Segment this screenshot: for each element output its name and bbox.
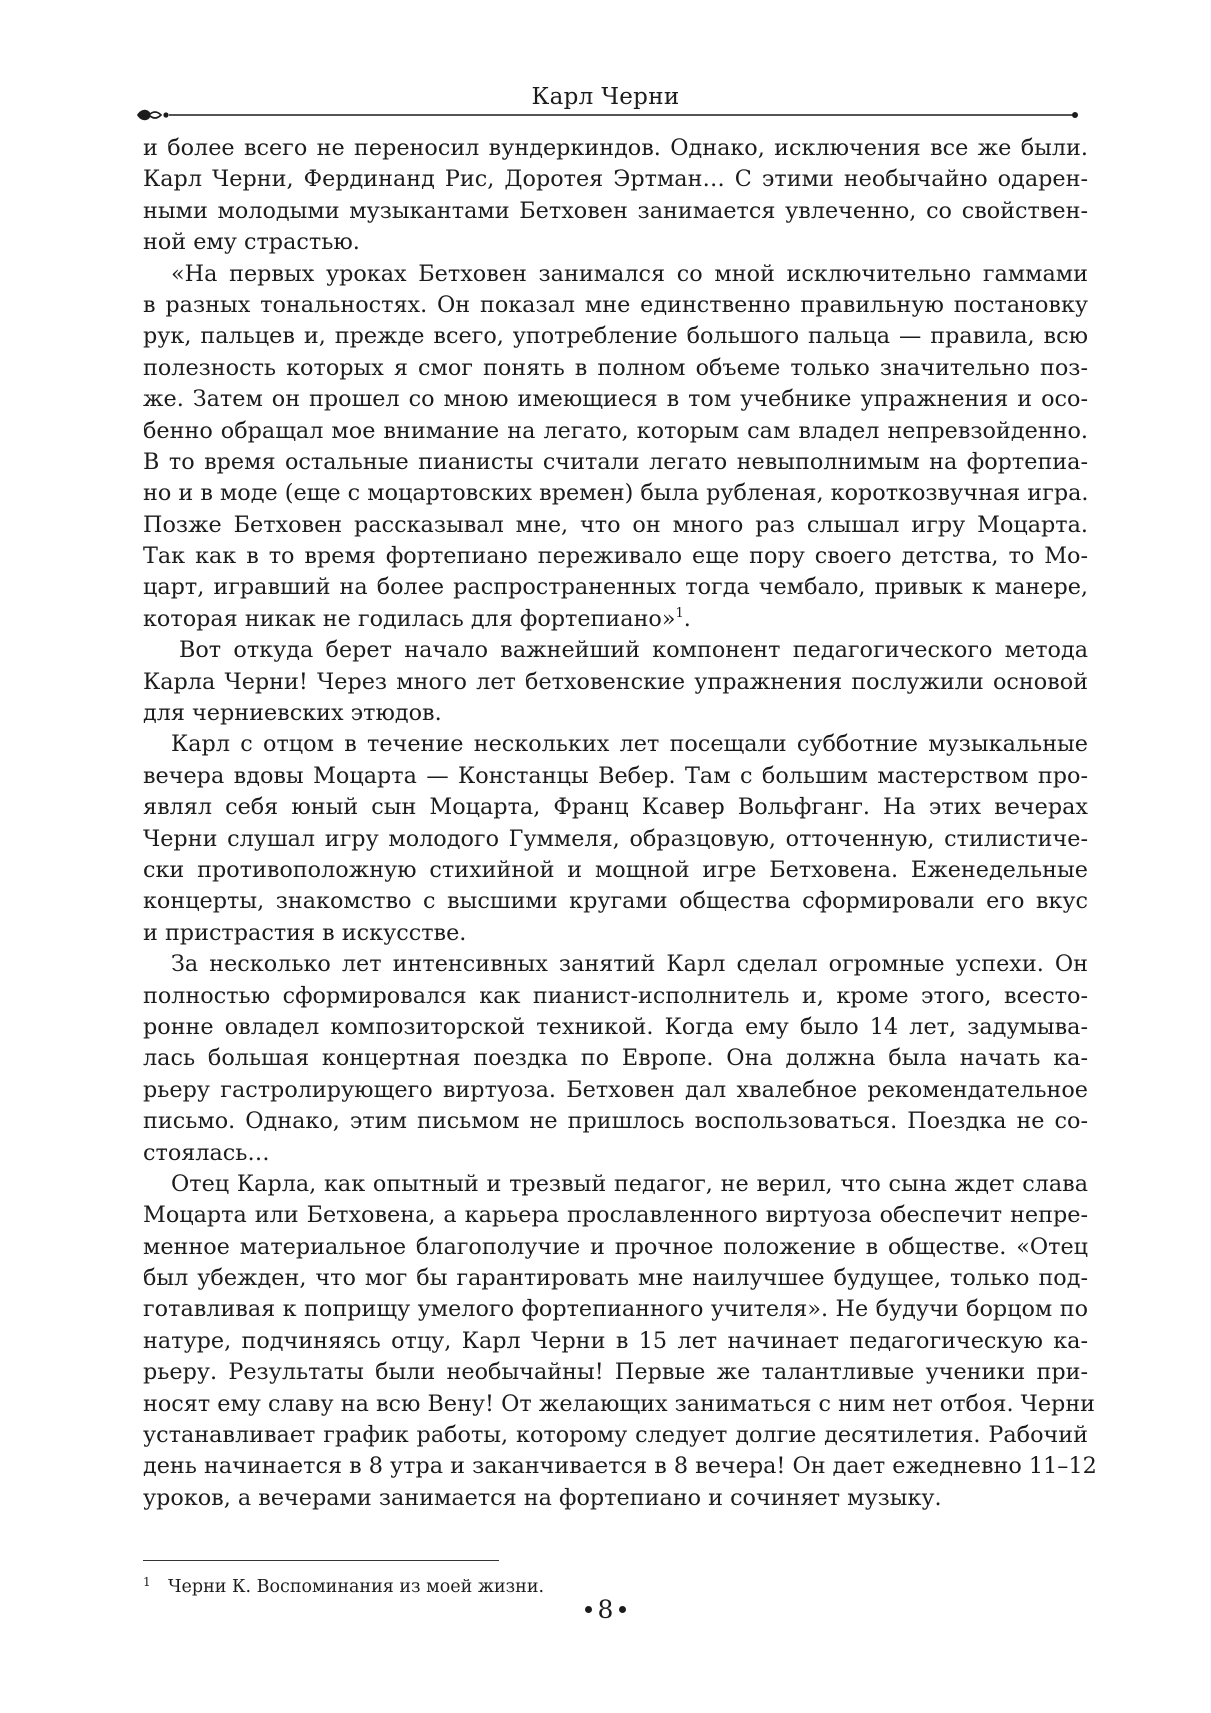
- folio-dot-right: [619, 1606, 626, 1613]
- text-line: Моцарта или Бетховена, а карьера прославленного виртуоза обеспечит непре-: [143, 1202, 1088, 1229]
- text-line: но и в моде (еще с моцартовских времен) была рубленая, короткозвучная игра.: [143, 480, 1089, 507]
- paragraph: [143, 949, 1088, 1169]
- text-line: и более всего не переносил вундеркиндов. Однако, исключения все же были.: [143, 135, 1088, 161]
- paragraph: [143, 133, 1088, 259]
- text-line: концерты, знакомство с высшими кругами общества сформировали его вкус: [143, 888, 1088, 915]
- text-line: полностью сформировался как пианист-исполнитель и, кроме этого, всесто-: [143, 982, 1088, 1009]
- footnote-reference[interactable]: 1: [675, 605, 684, 621]
- text-line: и пристрастия в искусстве.: [143, 919, 467, 946]
- text-line: же. Затем он прошел со мною имеющиеся в том учебнике упражнения и осо-: [143, 386, 1088, 413]
- paragraph-quote: [143, 259, 1088, 636]
- text-line: менное материальное благополучие и прочное положение в обществе. «Отец: [143, 1233, 1088, 1260]
- text-line: рьеру. Результаты были необычайны! Первые же талантливые ученики при-: [143, 1359, 1088, 1386]
- text-line: устанавливает график работы, которому следует долгие десятилетия. Рабочий: [143, 1422, 1088, 1449]
- text-line: «На первых уроках Бетховен занимался со мной исключительно гаммами: [171, 260, 1088, 287]
- ornamental-rule: [135, 105, 1080, 125]
- text-line: являл себя юный сын Моцарта, Франц Ксавер Вольфганг. На этих вечерах: [143, 794, 1088, 821]
- text-line: уроков, а вечерами занимается на фортепиано и сочиняет музыку.: [143, 1484, 942, 1511]
- rule-end-dot: [1072, 112, 1078, 118]
- text-line: ной ему страстью.: [143, 229, 360, 256]
- text-line: которая никак не годилась для фортепиано»: [143, 605, 676, 632]
- text-line: лась большая концертная поездка по Европе. Она должна была начать ка-: [143, 1045, 1088, 1072]
- punctuation: .: [683, 605, 691, 632]
- text-line: Вот откуда берет начало важнейший компонент педагогического метода: [179, 637, 1088, 664]
- text-line: царт, игравший на более распространенных тогда чембало, привык к манере,: [143, 574, 1088, 601]
- paragraph: [143, 1169, 1097, 1514]
- text-line: письмо. Однако, этим письмом не пришлось воспользоваться. Поездка не со-: [143, 1108, 1088, 1135]
- paragraph: [143, 635, 1088, 729]
- text-line: для черниевских этюдов.: [143, 700, 442, 727]
- footnote-number: 1: [143, 1575, 151, 1589]
- text-line: натуре, подчиняясь отцу, Карл Черни в 15 лет начинает педагогическую ка-: [143, 1327, 1088, 1354]
- text-line: в разных тональностях. Он показал мне единственно правильную постановку: [143, 291, 1088, 318]
- text-line: день начинается в 8 утра и заканчивается в 8 вечера! Он дает ежедневно 11–12: [143, 1453, 1097, 1480]
- text-line-with-footnote: [143, 604, 1088, 635]
- text-line: рук, пальцев и, прежде всего, употребление большого пальца — правила, всю: [143, 323, 1088, 350]
- text-line: ными молодыми музыкантами Бетховен занимается увлеченно, со свойствен-: [143, 197, 1088, 224]
- paragraph: [143, 729, 1088, 949]
- text-line: стоялась…: [143, 1139, 270, 1166]
- footnote-text: Черни К. Воспоминания из моей жизни.: [168, 1577, 545, 1597]
- page-number: [0, 1595, 1211, 1624]
- text-line: ски противоположную стихийной и мощной игре Бетховена. Еженедельные: [143, 856, 1088, 883]
- folio-dot-left: [585, 1606, 592, 1613]
- text-line: Позже Бетховен рассказывал мне, что он много раз слышал игру Моцарта.: [143, 511, 1088, 538]
- body-text: [143, 133, 1097, 1514]
- footnote-divider: [143, 1560, 499, 1561]
- text-line: В то время остальные пианисты считали легато невыполнимым на фортепиа-: [143, 448, 1088, 475]
- text-line: вечера вдовы Моцарта — Констанцы Вебер. Там с большим мастерством про-: [143, 762, 1088, 789]
- text-line: ронне овладел композиторской техникой. Когда ему было 14 лет, задумыва-: [143, 1013, 1088, 1040]
- text-line: Карла Черни! Через много лет бетховенские упражнения послужили основой: [143, 668, 1088, 695]
- text-line: готавливая к поприщу умелого фортепианного учителя». Не будучи борцом по: [143, 1296, 1088, 1323]
- text-line: Так как в то время фортепиано переживало еще пору своего детства, то Мо-: [143, 543, 1088, 570]
- text-line: Отец Карла, как опытный и трезвый педагог, не верил, что сына ждет слава: [171, 1170, 1088, 1197]
- page-number-value: 8: [597, 1595, 614, 1624]
- flourish-ornament: [149, 112, 161, 118]
- text-line: Карл с отцом в течение нескольких лет посещали субботние музыкальные: [171, 731, 1088, 758]
- footnote: [143, 1571, 544, 1598]
- text-line: рьеру гастролирующего виртуоза. Бетховен дал хвалебное рекомендательное: [143, 1076, 1088, 1103]
- text-line: бенно обращал мое внимание на легато, которым сам владел непревзойденно.: [143, 417, 1088, 444]
- text-line: Карл Черни, Фердинанд Рис, Доротея Эртман… С этими необычайно одарен-: [143, 166, 1088, 193]
- text-line: был убежден, что мог бы гарантировать мне наилучшее будущее, только под-: [143, 1265, 1088, 1292]
- text-line: Черни слушал игру молодого Гуммеля, образцовую, отточенную, стилистиче-: [143, 825, 1088, 852]
- text-line: полезность которых я смог понять в полном объеме только значительно поз-: [143, 354, 1088, 381]
- text-line: носят ему славу на всю Вену! От желающих заниматься с ним нет отбоя. Черни: [143, 1390, 1096, 1417]
- flourish-dot: [163, 112, 168, 117]
- text-line: За несколько лет интенсивных занятий Карл сделал огромные успехи. Он: [171, 951, 1088, 978]
- running-head: Карл Черни: [531, 84, 680, 110]
